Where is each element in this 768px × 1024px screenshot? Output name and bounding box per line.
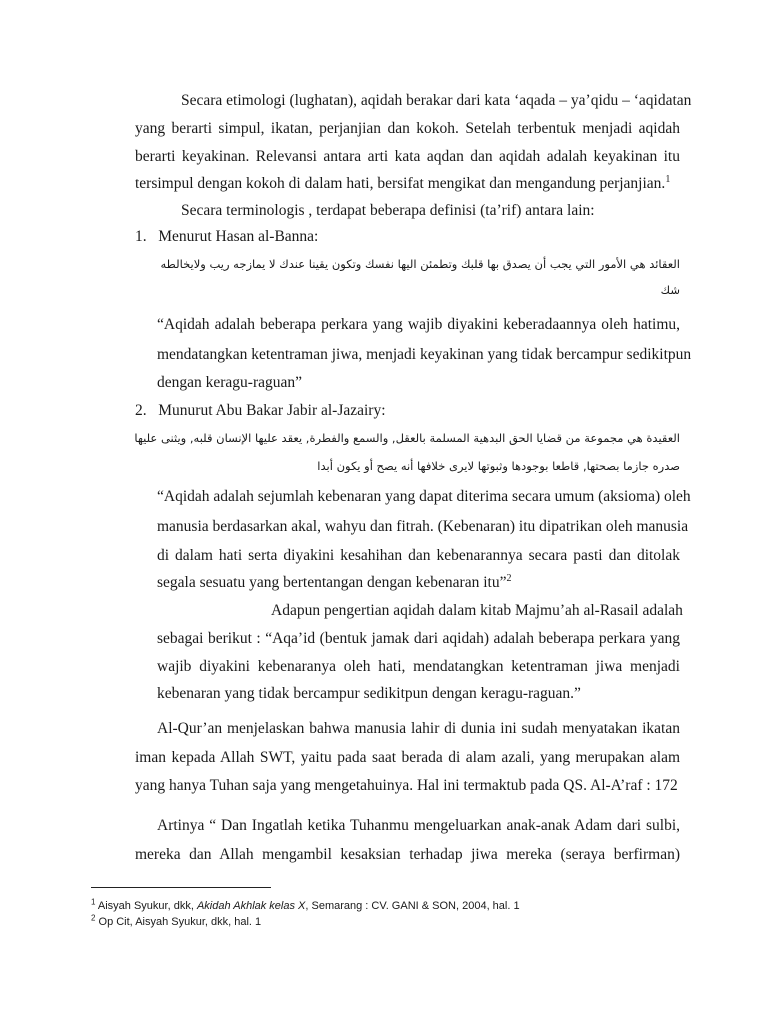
etymology-line-2: yang berarti simpul, ikatan, perjanjian dan kokoh. Setelah terbentuk menjadi aqidah bbox=[135, 120, 680, 137]
etymology-line-3: berarti keyakinan. Relevansi antara arti kata aqdan dan aqidah adalah keyakinan itu bbox=[135, 148, 680, 165]
definition-1-translation-line-2: mendatangkan ketentraman jiwa, menjadi keyakinan yang tidak bercampur sedikitpun bbox=[157, 346, 692, 363]
definition-1-heading: 1. Menurut Hasan al-Banna: bbox=[135, 228, 319, 245]
footnote-2 bbox=[91, 915, 261, 929]
etymology-line-4 bbox=[135, 174, 680, 194]
quran-line-1: Al-Qur’an menjelaskan bahwa manusia lahir di dunia ini sudah menyatakan ikatan bbox=[157, 720, 680, 737]
quran-line-3: yang hanya Tuhan saja yang mengetahuinya. Hal ini termaktub pada QS. Al-A’raf : 172 bbox=[135, 777, 678, 794]
terminology-paragraph: Secara terminologis , terdapat beberapa definisi (ta’rif) antara lain: bbox=[181, 202, 595, 219]
artinya-line-2: mereka dan Allah mengambil kesaksian terhadap jiwa mereka (seraya berfirman) bbox=[135, 846, 680, 863]
majmu-line-1: Adapun pengertian aqidah dalam kitab Majmu’ah al-Rasail adalah bbox=[271, 602, 683, 619]
definition-1-translation-line-3: dengan keragu-raguan” bbox=[157, 374, 303, 391]
artinya-line-1: Artinya “ Dan Ingatlah ketika Tuhanmu mengeluarkan anak-anak Adam dari sulbi, bbox=[157, 817, 680, 834]
definition-2-arabic-line-2: صدره جازما بصحتها, قاطعا بوجودها وثبوتها لايرى خلافها أنه يصح أو يكون أبدا bbox=[317, 459, 680, 473]
footnote-1-number: 1 bbox=[91, 897, 96, 907]
etymology-line-4-text: tersimpul dengan kokoh di dalam hati, bersifat mengikat dan mengandung perjanjian. bbox=[135, 175, 666, 192]
definition-2-translation-line-4 bbox=[157, 573, 680, 593]
footnote-ref-2[interactable]: 2 bbox=[506, 572, 512, 584]
footnote-separator bbox=[91, 887, 271, 888]
footnote-2-text: Op Cit, Aisyah Syukur, dkk, hal. 1 bbox=[95, 916, 262, 928]
majmu-line-4: kebenaran yang tidak bercampur sedikitpun dengan keragu-raguan.” bbox=[157, 685, 581, 702]
definition-1-translation-line-1: “Aqidah adalah beberapa perkara yang wajib diyakini keberadaannya oleh hatimu, bbox=[157, 316, 680, 333]
footnote-1-book-title: Akidah Akhlak kelas X bbox=[196, 900, 306, 912]
definition-2-translation-line-3: di dalam hati serta diyakini kesahihan dan kebenarannya secara pasti dan ditolak bbox=[157, 547, 680, 564]
footnote-1-text-after: , Semarang : CV. GANI & SON, 2004, hal. 1 bbox=[305, 900, 520, 912]
footnote-ref-1[interactable]: 1 bbox=[665, 173, 671, 185]
quran-line-2: iman kepada Allah SWT, yaitu pada saat berada di alam azali, yang merupakan alam bbox=[135, 749, 680, 766]
definition-1-arabic-line-2: شك bbox=[660, 283, 680, 297]
definition-2-translation-line-2: manusia berdasarkan akal, wahyu dan fitrah. (Kebenaran) itu dipatrikan oleh manusia bbox=[157, 518, 689, 535]
majmu-line-3: wajib diyakini kebenaranya oleh hati, mendatangkan ketentraman jiwa menjadi bbox=[157, 658, 680, 675]
footnote-2-number: 2 bbox=[91, 913, 96, 923]
definition-2-arabic-line-1: العقيدة هي مجموعة من قضايا الحق البدهية المسلمة بالعقل, والسمع والفطرة, يعقد عليها الإنسان قلبه, ويثنى عليها bbox=[134, 431, 680, 445]
footnote-1 bbox=[91, 899, 520, 913]
majmu-line-2: sebagai berikut : “Aqa’id (bentuk jamak dari aqidah) adalah beberapa perkara yang bbox=[157, 630, 680, 647]
footnote-1-text-before: Aisyah Syukur, dkk, bbox=[95, 900, 197, 912]
definition-2-translation-line-1: “Aqidah adalah sejumlah kebenaran yang dapat diterima secara umum (aksioma) oleh bbox=[157, 488, 691, 505]
definition-2-translation-line-4-text: segala sesuatu yang bertentangan dengan kebenaran itu” bbox=[157, 574, 507, 591]
definition-1-arabic-line-1: العقائد هي الأمور التي يجب أن يصدق بها قلبك وتطمئن اليها نفسك وتكون يقينا عندك لا يمازجه ريب ولايخالطه bbox=[160, 257, 680, 271]
definition-2-heading: 2. Munurut Abu Bakar Jabir al-Jazairy: bbox=[135, 402, 386, 419]
etymology-line-1: Secara etimologi (lughatan), aqidah berakar dari kata ‘aqada – ya’qidu – ‘aqidatan bbox=[181, 92, 692, 109]
